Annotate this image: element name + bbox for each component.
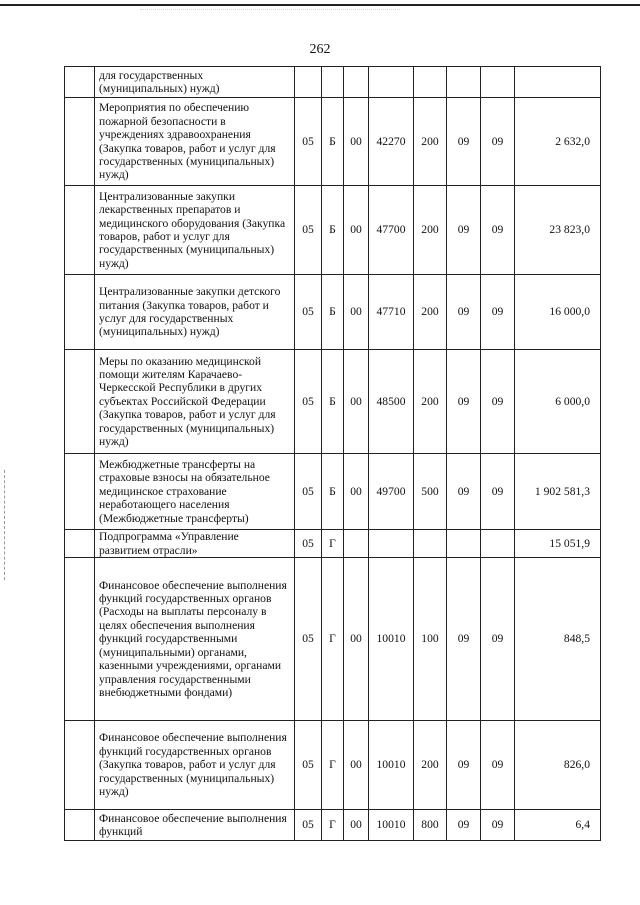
code-measure: 00 — [344, 810, 369, 841]
code-expense-type: 500 — [414, 454, 447, 530]
lead-cell — [65, 186, 95, 275]
code-subprogram: Г — [322, 530, 344, 558]
code-program: 05 — [295, 810, 322, 841]
expense-name: Межбюджетные трансферты на страховые взносы на обязательное медицинское страхование неработающего населения (Межбюджетные трансферты) — [95, 454, 295, 530]
table-row — [65, 98, 601, 186]
code-measure — [344, 67, 369, 98]
code-expense-type: 200 — [414, 350, 447, 454]
code-direction: 47700 — [369, 186, 414, 275]
code-subsection: 09 — [481, 350, 515, 454]
amount: 6,4 — [515, 810, 601, 841]
code-subprogram — [322, 67, 344, 98]
amount: 15 051,9 — [515, 530, 601, 558]
table-row — [65, 186, 601, 275]
code-subsection — [481, 67, 515, 98]
table-row — [65, 810, 601, 841]
lead-cell — [65, 530, 95, 558]
code-expense-type: 200 — [414, 275, 447, 350]
code-section: 09 — [447, 275, 481, 350]
expense-name: для государственных (муниципальных) нужд) — [95, 67, 295, 98]
lead-cell — [65, 721, 95, 810]
code-measure: 00 — [344, 350, 369, 454]
code-program: 05 — [295, 186, 322, 275]
amount: 6 000,0 — [515, 350, 601, 454]
code-expense-type — [414, 67, 447, 98]
lead-cell — [65, 454, 95, 530]
code-subprogram: Г — [322, 558, 344, 721]
code-subprogram: Б — [322, 454, 344, 530]
code-subsection — [481, 530, 515, 558]
code-expense-type: 200 — [414, 186, 447, 275]
lead-cell — [65, 558, 95, 721]
code-subprogram: Б — [322, 186, 344, 275]
code-section: 09 — [447, 98, 481, 186]
code-measure: 00 — [344, 275, 369, 350]
code-subprogram: Б — [322, 275, 344, 350]
code-measure: 00 — [344, 454, 369, 530]
code-direction: 48500 — [369, 350, 414, 454]
table-row — [65, 67, 601, 98]
table-body — [65, 67, 601, 841]
code-section: 09 — [447, 454, 481, 530]
lead-cell — [65, 275, 95, 350]
expense-name: Меры по оказанию медицинской помощи жителям Карачаево-Черкесской Республики в других субъектах Российской Федерации (Закупка товаров, работ и услуг для государственных (муниципальных) нужд) — [95, 350, 295, 454]
code-expense-type: 100 — [414, 558, 447, 721]
table-row — [65, 275, 601, 350]
code-measure — [344, 530, 369, 558]
code-section — [447, 67, 481, 98]
code-subprogram: Г — [322, 721, 344, 810]
expense-name: Централизованные закупки лекарственных препаратов и медицинского оборудования (Закупка товаров, работ и услуг для государственных (муниципальных) нужд) — [95, 186, 295, 275]
table-row — [65, 350, 601, 454]
amount: 2 632,0 — [515, 98, 601, 186]
scan-top-border — [0, 4, 640, 6]
code-program: 05 — [295, 98, 322, 186]
amount: 23 823,0 — [515, 186, 601, 275]
expense-name: Финансовое обеспечение выполнения функций — [95, 810, 295, 841]
code-subprogram: Б — [322, 350, 344, 454]
table-row — [65, 721, 601, 810]
code-program: 05 — [295, 350, 322, 454]
code-subsection: 09 — [481, 98, 515, 186]
code-subsection: 09 — [481, 721, 515, 810]
expense-name: Финансовое обеспечение выполнения функций государственных органов (Расходы на выплаты персоналу в целях обеспечения выполнения функций государственными (муниципальными) органами, казенными учреждениями, органами управления государственными внебюджетными фондами) — [95, 558, 295, 721]
code-subprogram: Б — [322, 98, 344, 186]
amount: 826,0 — [515, 721, 601, 810]
expense-name: Финансовое обеспечение выполнения функций государственных органов (Закупка товаров, работ и услуг для государственных (муниципальных) нужд) — [95, 721, 295, 810]
code-measure: 00 — [344, 721, 369, 810]
scan-margin-mark — [4, 470, 6, 580]
code-section: 09 — [447, 186, 481, 275]
budget-table — [64, 66, 601, 841]
table-row — [65, 530, 601, 558]
code-subsection: 09 — [481, 186, 515, 275]
code-section: 09 — [447, 810, 481, 841]
table-row — [65, 454, 601, 530]
expense-name: Мероприятия по обеспечению пожарной безопасности в учреждениях здравоохранения (Закупка товаров, работ и услуг для государственных (муниципальных) нужд) — [95, 98, 295, 186]
code-program: 05 — [295, 530, 322, 558]
code-expense-type — [414, 530, 447, 558]
code-direction: 49700 — [369, 454, 414, 530]
lead-cell — [65, 810, 95, 841]
code-expense-type: 800 — [414, 810, 447, 841]
code-direction: 10010 — [369, 558, 414, 721]
table-row — [65, 558, 601, 721]
code-direction: 42270 — [369, 98, 414, 186]
page-number: 262 — [309, 42, 331, 57]
code-program: 05 — [295, 558, 322, 721]
lead-cell — [65, 67, 95, 98]
code-subprogram: Г — [322, 810, 344, 841]
amount: 1 902 581,3 — [515, 454, 601, 530]
code-direction: 47710 — [369, 275, 414, 350]
code-program: 05 — [295, 721, 322, 810]
code-direction: 10010 — [369, 721, 414, 810]
code-section: 09 — [447, 558, 481, 721]
lead-cell — [65, 350, 95, 454]
code-subsection: 09 — [481, 558, 515, 721]
expense-name: Централизованные закупки детского питания (Закупка товаров, работ и услуг для государственных (муниципальных) нужд) — [95, 275, 295, 350]
expense-name: Подпрограмма «Управление развитием отрасли» — [95, 530, 295, 558]
code-section — [447, 530, 481, 558]
code-direction — [369, 67, 414, 98]
code-measure: 00 — [344, 186, 369, 275]
code-subsection: 09 — [481, 275, 515, 350]
code-direction — [369, 530, 414, 558]
code-program — [295, 67, 322, 98]
code-subsection: 09 — [481, 454, 515, 530]
code-program: 05 — [295, 275, 322, 350]
code-direction: 10010 — [369, 810, 414, 841]
lead-cell — [65, 98, 95, 186]
code-section: 09 — [447, 721, 481, 810]
amount: 848,5 — [515, 558, 601, 721]
code-measure: 00 — [344, 98, 369, 186]
amount — [515, 67, 601, 98]
scan-artifact — [140, 9, 400, 18]
code-section: 09 — [447, 350, 481, 454]
code-subsection: 09 — [481, 810, 515, 841]
code-program: 05 — [295, 454, 322, 530]
amount: 16 000,0 — [515, 275, 601, 350]
code-measure: 00 — [344, 558, 369, 721]
code-expense-type: 200 — [414, 721, 447, 810]
code-expense-type: 200 — [414, 98, 447, 186]
